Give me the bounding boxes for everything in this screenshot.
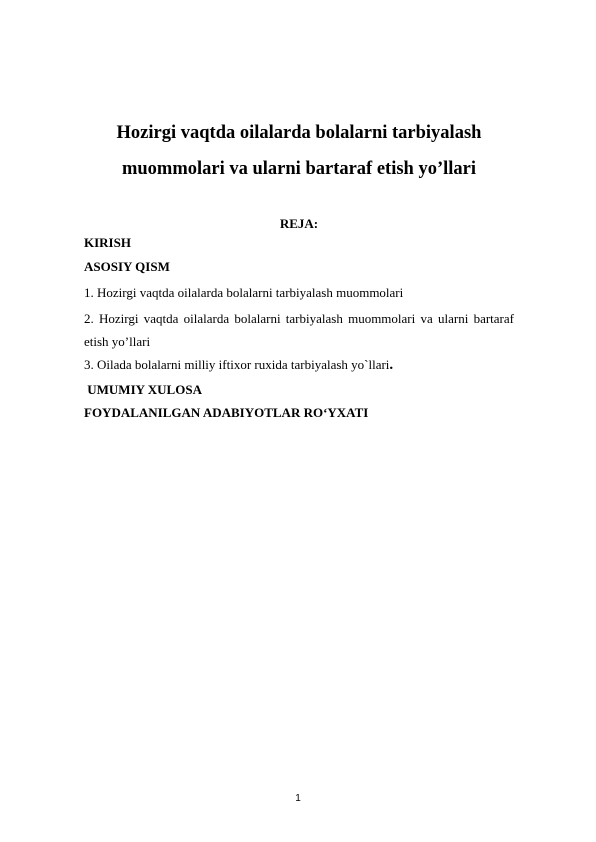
plan-item-3-text: 3. Oilada bolalarni milliy iftixor ruxida tarbiyalash yo`llari bbox=[84, 357, 390, 372]
plan-references: FOYDALANILGAN ADABIYOTLAR RO‘YXATI bbox=[84, 405, 369, 420]
plan-intro: KIRISH bbox=[84, 235, 131, 250]
plan-item-1: 1. Hozirgi vaqtda oilalarda bolalarni tarbiyalash muommolari bbox=[84, 285, 404, 300]
plan-item-2-line-2: etish yo’llari bbox=[84, 334, 151, 349]
document-title-line-1: Hozirgi vaqtda oilalarda bolalarni tarbiyalash bbox=[116, 123, 482, 143]
plan-heading: REJA: bbox=[279, 216, 319, 231]
plan-item-3-period: . bbox=[389, 357, 394, 373]
page-number: 1 bbox=[295, 793, 301, 804]
plan-conclusion: UMUMIY XULOSA bbox=[84, 382, 202, 397]
plan-item-2-line-1: 2. Hozirgi vaqtda oilalarda bolalarni tarbiyalash muommolari va ularni bartaraf bbox=[84, 311, 514, 326]
plan-main-part: ASOSIY QISM bbox=[84, 259, 170, 274]
document-title-line-2: muommolari va ularni bartaraf etish yo’llari bbox=[121, 159, 477, 179]
plan-item-3 bbox=[84, 357, 393, 373]
